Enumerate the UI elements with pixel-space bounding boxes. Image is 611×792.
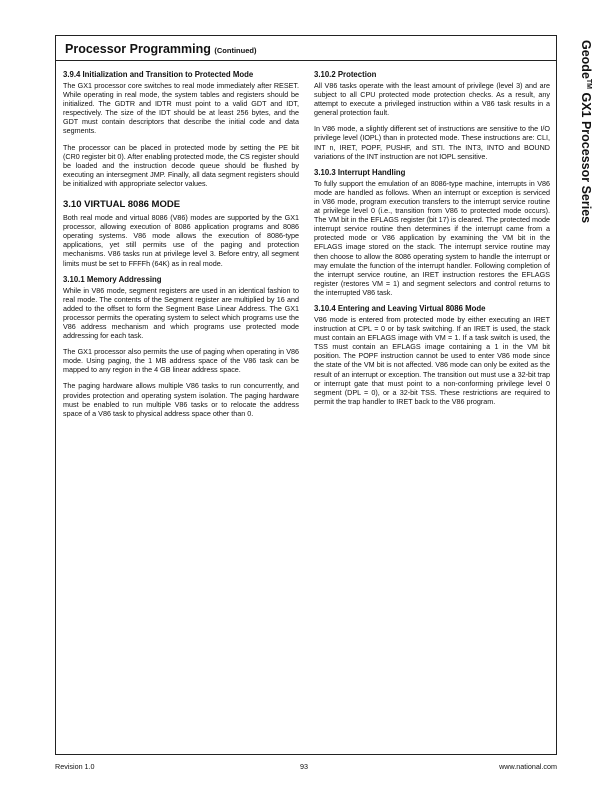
side-title (579, 40, 593, 223)
section-heading: 3.9.4 Initialization and Transition to Protected Mode (63, 70, 254, 79)
title-rule (55, 60, 557, 61)
paragraph: While in V86 mode, segment registers are used in an identical fashion to real mode. The contents of the Segment register are multiplied by 16 and added to the offset to form the Segment Base Linear Address. The GX1 processor permits the operating system to select which programs use the V86 address mechanism and which programs use protected mode addressing for each task. (63, 285, 299, 341)
paragraph: The GX1 processor core switches to real mode immediately after RESET. While operating in real mode, the system tables and registers should be initialized. The GDTR and IDTR must point to a valid GDT and IDT, respectively. The size of the IDT should be at least 256 bytes, and the GDT must contain descriptors that describe the initial code and data segments. (63, 81, 299, 136)
footer-page-number: 93 (300, 762, 308, 771)
paragraph: All V86 tasks operate with the least amount of privilege (level 3) and are subject to all CPU protected mode protection checks. As a result, any attempt to execute a privileged instruction within a V86 task results in a general protection fault. (314, 81, 550, 118)
paragraph: V86 mode is entered from protected mode by either executing an IRET instruction at CPL = 0 or by task switching. If an IRET is used, the stack must contain an EFLAGS image with VM = 1. If a task switch is used, the TSS must contain an EFLAGS image containing a 1 in the VM bit position. The POPF instruction cannot be used to enter V86 mode since the state of the VM bit is not affected. V86 mode can only be exited as the result of an interrupt or exception. The transition out must use a 32-bit trap or interrupt gate that must point to a non-conforming privilege level 0 segment (DPL = 0), or a 32-bit TSS. These restrictions are required to permit the trap handler to IRET back to the V86 program. (314, 314, 550, 406)
section-heading-major: 3.10 VIRTUAL 8086 MODE (63, 199, 181, 211)
footer-revision: Revision 1.0 (55, 762, 95, 771)
left-column (63, 70, 299, 425)
paragraph: The paging hardware allows multiple V86 tasks to run concurrently, and provides protection and operating system isolation. The paging hardware must be enabled to run multiple V86 tasks or to relocate the address space of a V86 task to physical address space other than 0. (63, 381, 299, 418)
section-heading: 3.10.4 Entering and Leaving Virtual 8086 Mode (314, 303, 486, 313)
paragraph: Both real mode and virtual 8086 (V86) modes are supported by the GX1 processor, allowing execution of 8086 application programs and 8086 operating systems. V86 mode allows the execution of 8086-type applications, yet still permits use of the paging and protection mechanisms. V86 tasks run at privilege level 3. Before entry, all segment limits must be set to FFFFh (64K) as in real mode. (63, 213, 299, 268)
side-rest: GX1 Processor Series (579, 89, 593, 224)
title-text: Processor Programming (65, 42, 211, 56)
paragraph: The GX1 processor also permits the use of paging when operating in V86 mode. Using paging, the 1 MB address space of the V86 task can be mapped to any region in the 4 GB linear address space. (63, 347, 299, 375)
paragraph: To fully support the emulation of an 8086-type machine, interrupts in V86 mode are handled as follows. When an interrupt or exception is serviced in V86 mode, program execution transfers to the interrupt service routine at privilege level 0 (i.e., transition from V86 to protected mode occurs). The VM bit in the EFLAGS register (bit 17) is cleared. The protected mode interrupt service routine then determines if the interrupt came from a protected mode or V86 application by examining the VM bit in the EFLAGS image stored on the stack. The interrupt service routine may then choose to allow the 8086 operating system to handle the interrupt or may emulate the function of the interrupt handler. Following completion of the interrupt service routine, an IRET instruction restores the EFLAGS register (restores VM = 1) and segment selectors and control returns to the interrupted V86 task. (314, 178, 550, 297)
section-heading: 3.10.2 Protection (314, 70, 377, 79)
paragraph: In V86 mode, a slightly different set of instructions are sensitive to the I/O privilege level (IOPL) than in protected mode. These instructions are: CLI, INT n, IRET, POPF, PUSHF, and STI. The INT3, INTO and BOUND variations of the INT instruction are not IOPL sensitive. (314, 124, 550, 161)
footer-website[interactable]: www.national.com (499, 762, 557, 771)
paragraph: The processor can be placed in protected mode by setting the PE bit (CR0 register bit 0). After enabling protected mode, the CS register should be loaded and the instruction decode queue should be flushed by executing an intersegment JMP. Finally, all data segment registers should be initialized with appropriate selector values. (63, 142, 299, 188)
side-brand: Geode (579, 40, 593, 79)
right-column (314, 70, 550, 413)
section-heading: 3.10.1 Memory Addressing (63, 274, 162, 284)
section-heading: 3.10.3 Interrupt Handling (314, 167, 406, 177)
title-continued: (Continued) (214, 46, 257, 55)
side-tm: TM (585, 78, 593, 90)
page-title (65, 42, 256, 56)
